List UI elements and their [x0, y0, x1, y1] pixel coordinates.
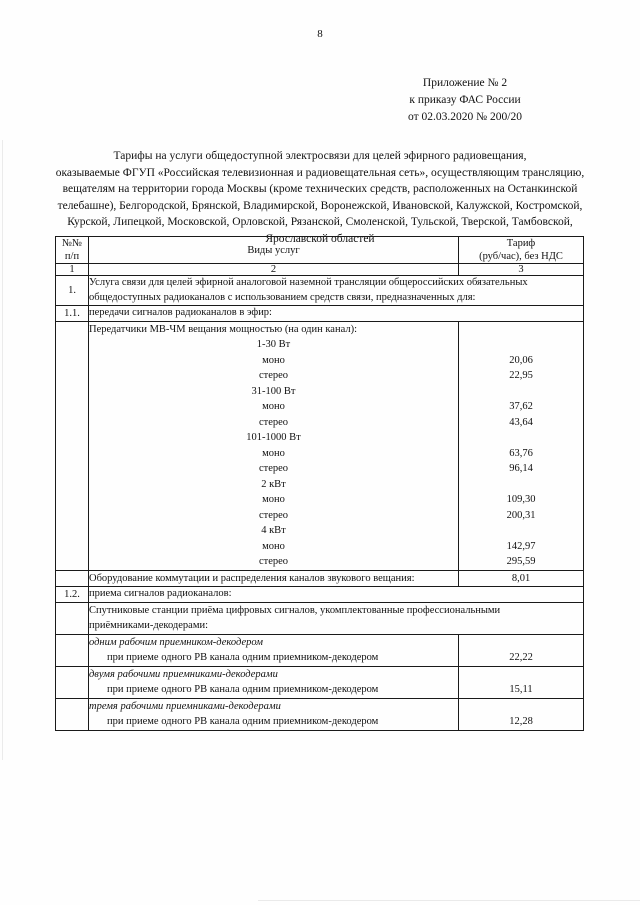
scan-artifact-left-edge — [2, 140, 3, 760]
satellite-3-number-cell — [56, 698, 89, 730]
satellite-intro-line-list — [89, 603, 583, 634]
power-label-31-100w: 31-100 Вт — [251, 385, 296, 397]
price-mono-2kw: 109,30 — [506, 494, 536, 505]
price-stereo-2kw: 200,31 — [506, 509, 536, 521]
transmitters-price-cell — [459, 321, 584, 570]
title-line-1: Тарифы на услуги общедоступной электросвязи для целей эфирного радиовещания, — [113, 150, 527, 162]
table-row-satellite-two-receivers — [56, 666, 584, 698]
section-1-1-number: 1.1. — [56, 306, 89, 322]
mode-label-stereo-4: стерео — [258, 509, 289, 521]
mode-label-stereo-1: стерео — [258, 370, 289, 381]
header-tariff-column — [459, 237, 584, 264]
table-row-section-1-2 — [56, 587, 584, 603]
transmitters-description-cell — [89, 321, 459, 570]
header-services-column: Виды услуг — [89, 237, 459, 264]
power-label-2kw: 2 кВт — [261, 478, 286, 490]
table-row-transmitters — [56, 321, 584, 570]
appendix-order-date-number: от 02.03.2020 № 200/20 — [408, 111, 522, 123]
price-mono-4kw: 142,97 — [506, 540, 536, 552]
mode-label-stereo-2: стерео — [258, 416, 289, 428]
page-number: 8 — [317, 28, 323, 40]
satellite-3-description-cell — [89, 698, 459, 730]
price-mono-1-30w: 20,06 — [509, 354, 533, 366]
section-1-number: 1. — [56, 276, 89, 306]
power-label-1-30w: 1-30 Вт — [256, 339, 291, 350]
price-stereo-31-100w: 43,64 — [509, 416, 533, 428]
satellite-2-line-list — [89, 667, 458, 698]
satellite-3-line-list — [89, 699, 458, 730]
title-line-3: вещателям на территории города Москвы (кроме технических средств, расположенных на Останкинской — [62, 183, 578, 195]
satellite-2-heading: двумя рабочими приемниками-декодерами — [89, 668, 278, 680]
satellite-3-price-list — [459, 699, 583, 730]
section-1-2-text: приема сигналов радиоканалов: — [89, 587, 584, 603]
price-mono-101-1000w: 63,76 — [509, 447, 533, 459]
mode-label-stereo-5: стерео — [258, 556, 289, 567]
satellite-1-price: 22,22 — [509, 652, 533, 663]
price-stereo-4kw: 295,59 — [506, 556, 536, 567]
section-1-1-text: передачи сигналов радиоканалов в эфир: — [89, 306, 584, 322]
satellite-3-price-cell — [459, 698, 584, 730]
tariff-table — [55, 236, 584, 731]
section-1-2-number: 1.2. — [56, 587, 89, 603]
satellite-2-description-cell — [89, 666, 459, 698]
satellite-1-description-cell — [89, 634, 459, 666]
power-label-4kw: 4 кВт — [261, 525, 286, 536]
header-number-column — [56, 237, 89, 264]
title-line-4: телебашне), Белгородской, Брянской, Владимирской, Воронежской, Ивановской, Калужской, Костромской, — [57, 199, 583, 212]
table-row-section-1 — [56, 276, 584, 306]
satellite-2-price-cell — [459, 666, 584, 698]
satellite-3-price: 12,28 — [509, 716, 533, 727]
table-row-section-1-1 — [56, 306, 584, 322]
satellite-2-number-cell — [56, 666, 89, 698]
transmitters-line-list — [89, 322, 458, 570]
transmitters-number-cell — [56, 321, 89, 570]
satellite-intro-number-cell — [56, 602, 89, 634]
header-number-line1: №№ — [61, 238, 83, 249]
satellite-intro-line-1: Спутниковые станции приёма цифровых сигналов, укомплектованные профессиональными — [89, 604, 501, 616]
satellite-1-line-list — [89, 635, 458, 666]
column-number-3: 3 — [459, 264, 584, 276]
table-row-satellite-one-receiver — [56, 634, 584, 666]
mode-label-mono-1: моно — [262, 354, 285, 366]
satellite-3-detail: при приеме одного РВ канала одним приемником-декодером — [107, 716, 379, 727]
satellite-1-number-cell — [56, 634, 89, 666]
satellite-1-heading: одним рабочим приемником-декодером — [89, 636, 263, 648]
satellite-intro-cell — [89, 602, 584, 634]
satellite-3-heading: тремя рабочими приемниками-декодерами — [89, 700, 281, 712]
mode-label-mono-3: моно — [262, 447, 285, 459]
transmitters-heading: Передатчики МВ-ЧМ вещания мощностью (на один канал): — [89, 323, 357, 335]
satellite-1-detail: при приеме одного РВ канала одним приемником-декодером — [107, 652, 379, 663]
scan-artifact-bottom-line — [258, 900, 640, 901]
price-stereo-101-1000w: 96,14 — [509, 463, 533, 474]
switching-description-cell: Оборудование коммутации и распределения каналов звукового вещания: — [89, 570, 459, 587]
satellite-1-price-cell — [459, 634, 584, 666]
document-title — [40, 148, 600, 247]
mode-label-mono-5: моно — [262, 540, 285, 552]
table-row-switching-equipment — [56, 570, 584, 587]
appendix-title: Приложение № 2 — [422, 77, 508, 89]
header-number-line2: п/п — [64, 251, 80, 262]
satellite-2-detail: при приеме одного РВ канала одним приемником-декодером — [107, 684, 379, 695]
title-line-6: Ярославской областей — [265, 232, 375, 245]
table-header-row — [56, 237, 584, 264]
satellite-2-price-list — [459, 667, 583, 698]
section-1-text: Услуга связи для целей эфирной аналоговой наземной трансляции общероссийских обязательных общедоступных радиоканалов с использованием средств связи, предназначенных для: — [89, 276, 584, 306]
satellite-1-price-list — [459, 635, 583, 666]
mode-label-mono-4: моно — [262, 494, 285, 505]
title-line-5: Курской, Липецкой, Московской, Орловской, Рязанской, Смоленской, Тульской, Тверской, Тамбовской, — [67, 216, 573, 228]
price-stereo-1-30w: 22,95 — [509, 370, 533, 381]
price-mono-31-100w: 37,62 — [509, 401, 533, 412]
switching-number-cell — [56, 570, 89, 587]
power-label-101-1000w: 101-1000 Вт — [246, 432, 301, 443]
appendix-order-authority: к приказу ФАС России — [409, 94, 521, 106]
satellite-intro-line-2: приёмниками-декодерами: — [89, 620, 209, 631]
table-row-satellite-three-receivers — [56, 698, 584, 730]
transmitters-price-list — [459, 322, 583, 570]
satellite-2-price: 15,11 — [509, 684, 533, 695]
appendix-reference-block — [330, 75, 600, 126]
header-tariff-line2: (руб/час), без НДС — [479, 251, 563, 262]
table-row-satellite-intro — [56, 602, 584, 634]
switching-price-cell: 8,01 — [459, 570, 584, 587]
mode-label-stereo-3: стерео — [258, 463, 289, 474]
header-tariff-line1: Тариф — [506, 238, 536, 249]
title-line-2: оказываемые ФГУП «Российская телевизионная и радиовещательная сеть», осуществляющим трансляцию, — [55, 166, 585, 179]
mode-label-mono-2: моно — [262, 401, 285, 412]
column-number-1: 1 — [56, 264, 89, 276]
table-column-numbers-row — [56, 264, 584, 276]
column-number-2: 2 — [89, 264, 459, 276]
